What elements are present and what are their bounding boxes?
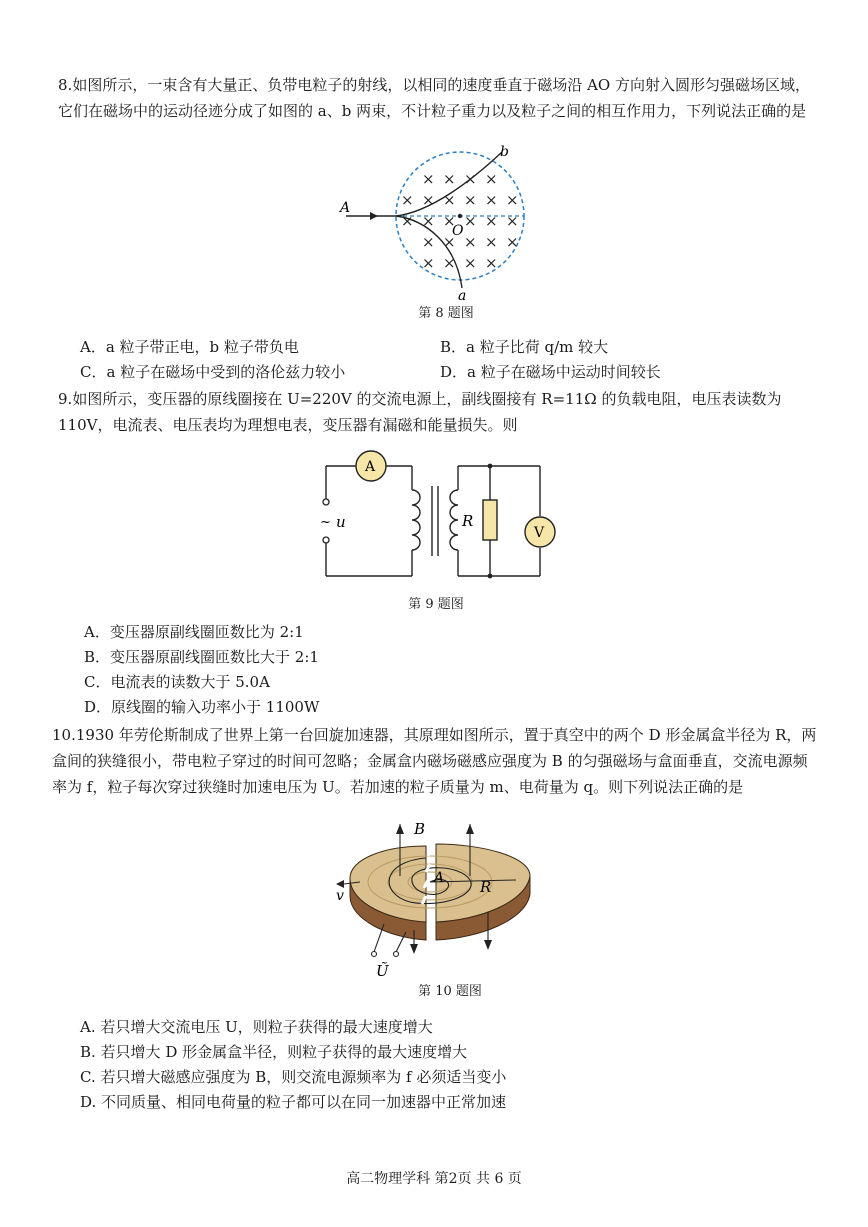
q8-stem-text: 如图所示，一束含有大量正、负带电粒子的射线，以相同的速度垂直于磁场沿 AO 方向射入圆形匀强磁场区域，它们在磁场中的运动径迹分成了如图的 a、b 两束，不计粒子重力以及粒子之间的相互作用力，下列说法正确的是 (58, 76, 810, 120)
resistor-icon (483, 500, 497, 540)
field-cross-icon: × (443, 212, 456, 230)
field-cross-icon: × (422, 212, 435, 230)
field-cross-icon: × (464, 170, 477, 188)
field-cross-icon: × (422, 233, 435, 251)
q10-number: 10. (52, 726, 76, 744)
q10-option-d: D. 不同质量、相同电荷量的粒子都可以在同一加速器中正常加速 (80, 1093, 507, 1111)
page-footer: 高二物理学科 第2页 共 6 页 (346, 1171, 522, 1187)
q10-label-A: A (434, 870, 445, 886)
q8-label-b: b (500, 144, 509, 160)
field-cross-icon: × (485, 233, 498, 251)
q8-label-a: a (458, 288, 467, 304)
field-cross-icon: × (485, 191, 498, 209)
q8-label-O: O (452, 223, 464, 239)
field-cross-icon: × (485, 254, 498, 272)
q8-option-d: D．a 粒子在磁场中运动时间较长 (440, 363, 661, 381)
q10-stem (52, 722, 818, 800)
q9-option-b: B．变压器原副线圈匝数比大于 2:1 (84, 648, 319, 666)
q9-resistor-label: R (462, 512, 474, 530)
q9-option-a: A．变压器原副线圈匝数比为 2:1 (84, 623, 304, 641)
q10-label-U: Ũ (376, 962, 389, 980)
q9-circuit-figure (312, 450, 562, 584)
field-cross-icon: × (506, 191, 519, 209)
q9-ammeter-label: A (365, 459, 376, 475)
field-cross-icon: × (422, 191, 435, 209)
field-cross-icon: × (464, 212, 477, 230)
q8-option-c: C．a 粒子在磁场中受到的洛伦兹力较小 (80, 363, 346, 381)
ac-tilde: ~ (320, 515, 331, 530)
field-cross-icon: × (506, 212, 519, 230)
q9-option-c: C．电流表的读数大于 5.0A (84, 673, 270, 691)
field-cross-icon: × (485, 170, 498, 188)
field-cross-icon: × (464, 191, 477, 209)
q10-label-v: v (336, 888, 344, 904)
q10-option-c: C. 若只增大磁感应强度为 B，则交流电源频率为 f 必须适当变小 (80, 1068, 507, 1086)
q8-caption: 第 8 题图 (418, 306, 474, 321)
q9-voltmeter-label: V (534, 525, 545, 541)
field-cross-icon: × (422, 254, 435, 272)
q9-stem (58, 386, 818, 438)
q9-source-label: u (336, 513, 346, 531)
magnetic-field-crosses (401, 170, 519, 272)
q8-option-a: A．a 粒子带正电，b 粒子带负电 (80, 338, 299, 356)
field-cross-icon: × (443, 233, 456, 251)
field-cross-icon: × (443, 170, 456, 188)
q8-stem (58, 72, 818, 124)
field-cross-icon: × (401, 212, 414, 230)
field-cross-icon: × (485, 212, 498, 230)
field-cross-icon: × (464, 254, 477, 272)
q8-label-A: A (340, 200, 351, 216)
field-cross-icon: × (401, 191, 414, 209)
field-cross-icon: × (443, 254, 456, 272)
field-cross-icon: × (506, 233, 519, 251)
q8-figure (330, 142, 540, 304)
field-cross-icon: × (464, 233, 477, 251)
q10-stem-text: 1930 年劳伦斯制成了世界上第一台回旋加速器，其原理如图所示，置于真空中的两个 D 形金属盒半径为 R，两盒间的狭缝很小，带电粒子穿过的时间可忽略；金属盒内磁场磁感应强度为 B 的匀强磁场与盒面垂直，交流电源频率为 f，粒子每次穿过狭缝时加速电压为 U。若加速的粒子质量为 m、电荷量为 q。则下列说法正确的是 (52, 726, 817, 796)
field-cross-icon: × (443, 191, 456, 209)
q9-number: 9. (58, 390, 73, 408)
q10-option-a: A. 若只增大交流电压 U，则粒子获得的最大速度增大 (80, 1018, 433, 1036)
q9-caption: 第 9 题图 (408, 597, 464, 612)
q9-stem-text: 如图所示，变压器的原线圈接在 U=220V 的交流电源上，副线圈接有 R=11Ω 的负载电阻，电压表读数为 110V，电流表、电压表均为理想电表，变压器有漏磁和能量损失。则 (58, 390, 782, 434)
field-cross-icon: × (422, 170, 435, 188)
q10-label-B: B (414, 820, 426, 838)
q10-label-R: R (480, 878, 492, 896)
q10-caption: 第 10 题图 (418, 984, 482, 999)
q8-number: 8. (58, 76, 73, 94)
q10-cyclotron-figure (330, 820, 550, 982)
q10-option-b: B. 若只增大 D 形金属盒半径，则粒子获得的最大速度增大 (80, 1043, 468, 1061)
q8-option-b: B．a 粒子比荷 q/m 较大 (440, 338, 609, 356)
q9-option-d: D．原线圈的输入功率小于 1100W (84, 698, 320, 716)
